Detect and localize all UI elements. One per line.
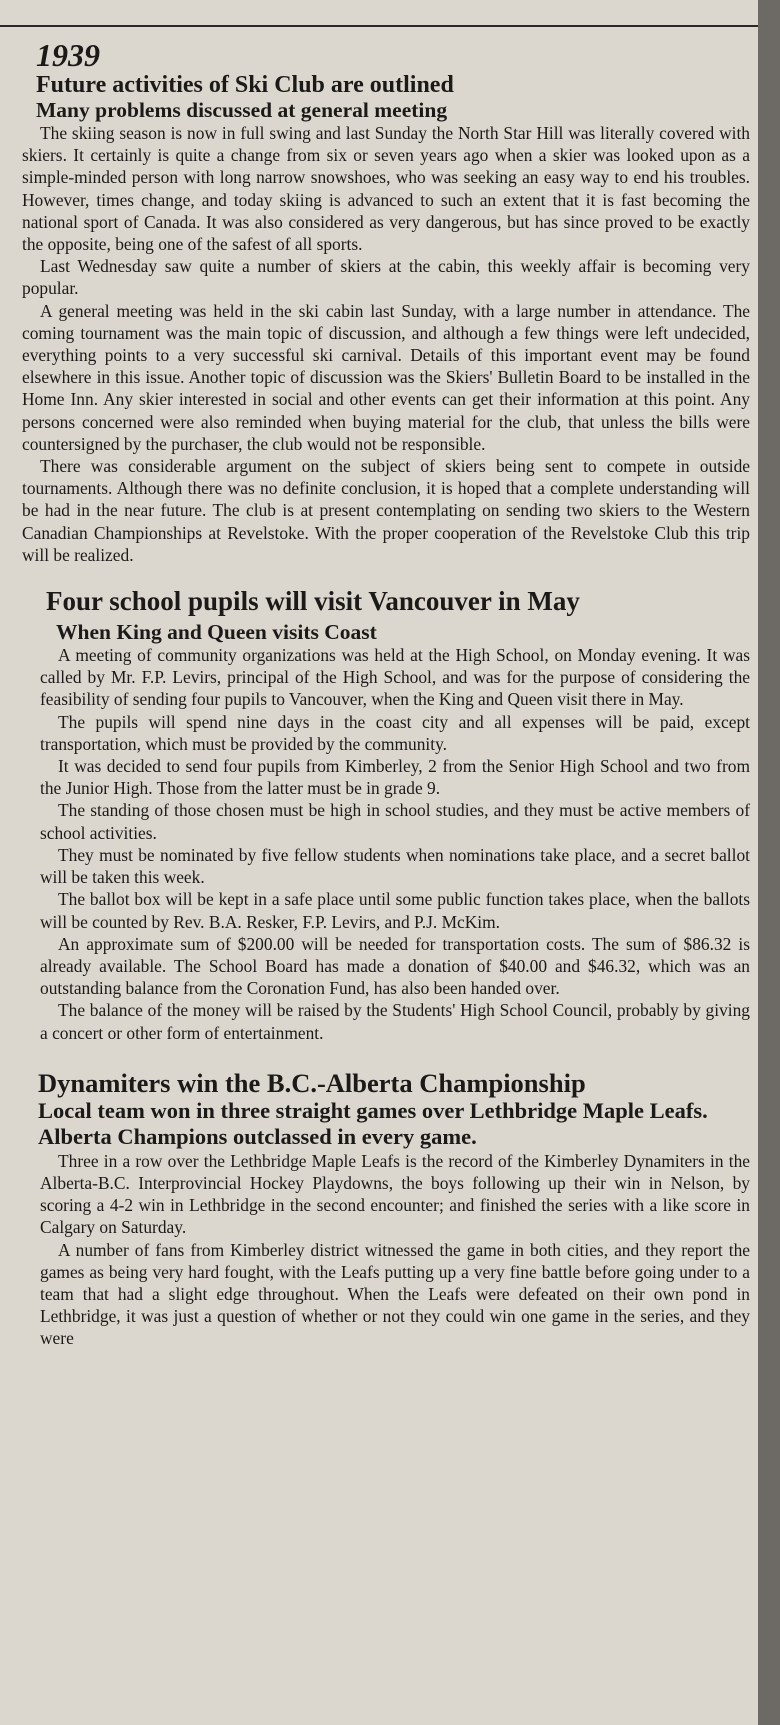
article-headline: Dynamiters win the B.C.-Alberta Championship bbox=[38, 1067, 586, 1098]
article-headline: Four school pupils will visit Vancouver in May bbox=[46, 586, 580, 617]
article-dynamiters bbox=[22, 1068, 750, 1350]
article-paragraph: A general meeting was held in the ski cabin last Sunday, with a large number in attendance. The coming tournament was the main topic of discussion, and although a few things were left undecided, everything points to a very successful ski carnival. Details of this important event may be found elsewhere in this issue. Another topic of discussion was the Skiers' Bulletin Board to be installed in the Home Inn. Any skier interested in social and other events can get their information at this point. Any persons concerned were also reminded when buying material for the club, that unless the bills were countersigned by the purchaser, the club would not be responsible. bbox=[22, 300, 750, 454]
article-column bbox=[22, 38, 750, 1350]
article-paragraph: A meeting of community organizations was held at the High School, on Monday evening. It was called by Mr. F.P. Levirs, principal of the High School, and was for the purpose of considering the feasibility of sending four pupils to Vancouver, when the King and Queen visit there in May. bbox=[40, 645, 750, 710]
article-school-pupils bbox=[22, 586, 750, 1044]
article-paragraph: Three in a row over the Lethbridge Maple Leafs is the record of the Kimberley Dynamiters in the Alberta-B.C. Interprovincial Hockey Playdowns, the boys following up their win in Nelson, by scoring a 4-2 win in Lethbridge in the second encounter; and finished the series with a like score in Calgary on Saturday. bbox=[40, 1150, 750, 1238]
article-ski-club bbox=[22, 72, 750, 566]
article-paragraph: A number of fans from Kimberley district witnessed the game in both cities, and they report the games as being very hard fought, with the Leafs putting up a very fine battle before going under to a team that had a slight edge throughout. When the Leafs were defeated on their own pond in Lethbridge, it was just a question of whether or not they could win one game in the series, and they were bbox=[40, 1239, 750, 1349]
year-heading: 1939 bbox=[36, 37, 100, 73]
article-paragraph: An approximate sum of $200.00 will be needed for transportation costs. The sum of $86.32 is already available. The School Board has made a donation of $40.00 and $46.32, which was an outstanding balance from the Coronation Fund, has also been handed over. bbox=[40, 933, 750, 999]
article-paragraph: They must be nominated by five fellow students when nominations take place, and a secret ballot will be taken this week. bbox=[40, 844, 750, 888]
article-paragraph: The pupils will spend nine days in the coast city and all expenses will be paid, except transportation, which must be provided by the community. bbox=[40, 711, 750, 754]
article-paragraph: The skiing season is now in full swing and last Sunday the North Star Hill was literally covered with skiers. It certainly is quite a change from six or seven years ago when a skier was looked upon as a simple-minded person with long narrow snowshoes, who was seeking an easy way to end his troubles. However, times change, and today skiing is advanced to such an extent that it is fast becoming the national sport of Canada. It was also considered as very dangerous, but has since proved to be exactly the opposite, being one of the safest of all sports. bbox=[22, 123, 750, 255]
article-headline: Future activities of Ski Club are outlined bbox=[36, 72, 454, 98]
article-subhead: Many problems discussed at general meeting bbox=[36, 98, 448, 122]
article-paragraph: The ballot box will be kept in a safe place until some public function takes place, when the ballots will be counted by Rev. B.A. Resker, F.P. Levirs, and P.J. McKim. bbox=[40, 889, 750, 932]
article-paragraph: Last Wednesday saw quite a number of skiers at the cabin, this weekly affair is becoming very popular. bbox=[22, 256, 750, 299]
article-paragraph: There was considerable argument on the subject of skiers being sent to compete in outside tournaments. Although there was no definite conclusion, it is hoped that a complete understanding will be had in the near future. The club is at present contemplating on sending two skiers to the Western Canadian Championships at Revelstoke. With the proper cooperation of the Revelstoke Club this trip will be realized. bbox=[22, 456, 750, 565]
article-subhead: When King and Queen visits Coast bbox=[56, 620, 377, 645]
article-paragraph: It was decided to send four pupils from Kimberley, 2 from the Senior High School and two from the Junior High. Those from the latter must be in grade 9. bbox=[40, 756, 750, 799]
article-paragraph: The balance of the money will be raised by the Students' High School Council, probably by giving a concert or other form of entertainment. bbox=[40, 1000, 750, 1043]
article-paragraph: The standing of those chosen must be high in school studies, and they must be active members of school activities. bbox=[40, 800, 750, 843]
top-rule bbox=[0, 25, 758, 27]
page-edge-shadow bbox=[758, 0, 780, 1725]
article-subhead: Local team won in three straight games over Lethbridge Maple Leafs. Alberta Champions outclassed in every game. bbox=[38, 1097, 708, 1149]
